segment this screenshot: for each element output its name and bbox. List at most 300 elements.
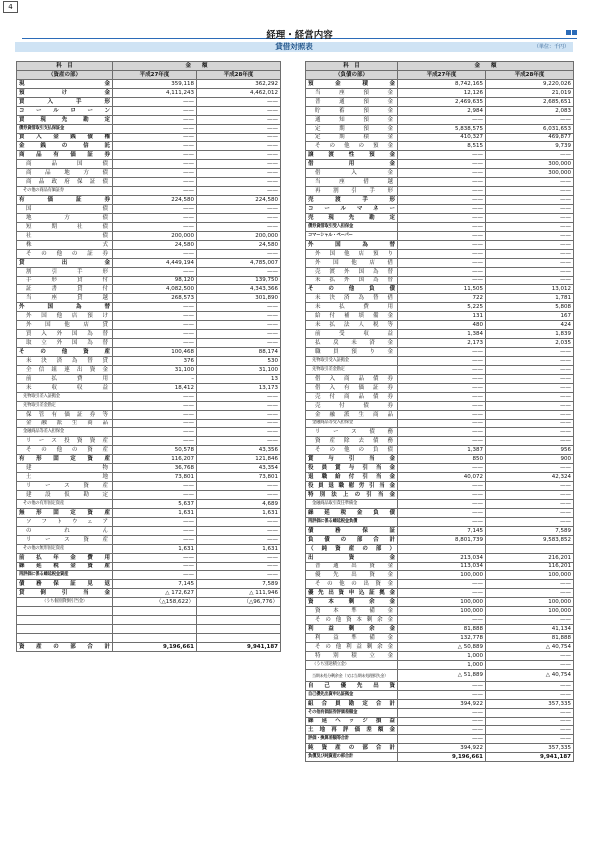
- liabilities-value-y2: ——: [486, 151, 574, 160]
- liabilities-value-y1: 1,384: [398, 330, 486, 339]
- liabilities-value-y2: 7,589: [486, 526, 574, 535]
- liabilities-item-label: 当 座 預 金: [306, 88, 398, 97]
- assets-row: [17, 267, 281, 276]
- assets-item-label: 前 払 費 用: [17, 374, 113, 383]
- liabilities-item-label: 職 員 預 り 金: [306, 348, 398, 357]
- assets-value-y2: ——: [197, 142, 281, 151]
- assets-value-y2: ——: [197, 330, 281, 339]
- liabilities-row: [306, 517, 574, 526]
- assets-value-y2: ——: [197, 187, 281, 196]
- liabilities-value-y1: 131: [398, 312, 486, 321]
- assets-row: [17, 356, 281, 365]
- liabilities-value-y1: 394,922: [398, 744, 486, 753]
- assets-amount-header: 金 額: [113, 62, 281, 71]
- assets-value-y2: [197, 616, 281, 625]
- assets-value-y2: 530: [197, 356, 281, 365]
- assets-value-y2: ——: [197, 160, 281, 169]
- assets-value-y1: [113, 616, 197, 625]
- assets-row: [17, 383, 281, 392]
- liabilities-item-label: 純 資 産 の 部 合 計: [306, 744, 398, 753]
- liabilities-value-y1: 213,034: [398, 553, 486, 562]
- assets-row: [17, 312, 281, 321]
- assets-value-y2: ——: [197, 535, 281, 544]
- liabilities-value-y2: 9,941,187: [486, 753, 574, 762]
- liabilities-row: [306, 348, 574, 357]
- assets-value-y1: ——: [113, 213, 197, 222]
- liabilities-item-label: 利 益 準 備 金: [306, 634, 398, 643]
- assets-row: [17, 464, 281, 473]
- assets-value-y1: 116,207: [113, 455, 197, 464]
- liabilities-value-y1: 2,469,635: [398, 97, 486, 106]
- liabilities-value-y1: 100,000: [398, 598, 486, 607]
- liabilities-value-y2: ——: [486, 717, 574, 726]
- liabilities-item-label: 金融派生商品: [306, 410, 398, 419]
- liabilities-row: [306, 401, 574, 410]
- liabilities-item-label: 定 期 積 金: [306, 133, 398, 142]
- assets-row: [17, 642, 281, 651]
- liabilities-row: [306, 365, 574, 374]
- liabilities-item-label: （うち別途積立金）: [306, 660, 398, 669]
- liabilities-row: [306, 79, 574, 88]
- assets-item-label: コールローン: [17, 106, 113, 115]
- liabilities-row: [306, 699, 574, 708]
- assets-value-y1: ——: [113, 437, 197, 446]
- liabilities-value-y2: ——: [486, 491, 574, 500]
- liabilities-value-y1: ——: [398, 169, 486, 178]
- liabilities-item-label: 資 本 準 備 金: [306, 607, 398, 616]
- liabilities-row: [306, 258, 574, 267]
- assets-row: [17, 258, 281, 267]
- liabilities-row: [306, 717, 574, 726]
- liabilities-item-label: 債券貸借取引受入担保金: [306, 222, 398, 231]
- liabilities-value-y2: ——: [486, 690, 574, 699]
- assets-value-y1: ——: [113, 330, 197, 339]
- liabilities-item-label: 繰 延 税 金 負 債: [306, 508, 398, 517]
- liabilities-value-y2: ——: [486, 708, 574, 717]
- liabilities-value-y2: 2,083: [486, 106, 574, 115]
- page-number: 4: [3, 1, 18, 13]
- liabilities-item-label: 優 先 出 資 金: [306, 571, 398, 580]
- assets-item-label: 買 入 金 銭 債 権: [17, 133, 113, 142]
- assets-row: [17, 294, 281, 303]
- liabilities-item-label: 特 別 積 立 金: [306, 651, 398, 660]
- liabilities-value-y2: 2,035: [486, 339, 574, 348]
- liabilities-value-y1: △ 51,889: [398, 669, 486, 681]
- liabilities-row: [306, 97, 574, 106]
- assets-item-label: 買 現 先 勘 定: [17, 115, 113, 124]
- liabilities-item-header: 科 目: [306, 62, 398, 71]
- liabilities-value-y2: ——: [486, 374, 574, 383]
- liabilities-row: [306, 169, 574, 178]
- assets-row: [17, 178, 281, 187]
- assets-year2-header: 平成28年度: [197, 70, 281, 79]
- assets-value-y2: ——: [197, 205, 281, 214]
- liabilities-row: [306, 312, 574, 321]
- assets-value-y1: ——: [113, 115, 197, 124]
- assets-value-y2: 4,785,007: [197, 258, 281, 267]
- liabilities-item-label: そ の 他 の 預 金: [306, 142, 398, 151]
- liabilities-row: [306, 598, 574, 607]
- liabilities-value-y2: ——: [486, 258, 574, 267]
- assets-value-y1: 4,449,194: [113, 258, 197, 267]
- liabilities-row: [306, 580, 574, 589]
- liabilities-row: [306, 437, 574, 446]
- assets-value-y2: 73,801: [197, 473, 281, 482]
- liabilities-value-y1: ——: [398, 249, 486, 258]
- liabilities-item-label: 借 入 金: [306, 169, 398, 178]
- assets-row: [17, 428, 281, 437]
- liabilities-item-label: 売 付 債 券: [306, 401, 398, 410]
- liabilities-year1-header: 平成27年度: [398, 70, 486, 79]
- assets-row: [17, 401, 281, 410]
- liabilities-item-label: 未払法人税等: [306, 321, 398, 330]
- liabilities-value-y2: 1,839: [486, 330, 574, 339]
- liabilities-row: [306, 464, 574, 473]
- assets-row: [17, 455, 281, 464]
- liabilities-item-label: 借 用 金: [306, 160, 398, 169]
- liabilities-value-y1: 100,000: [398, 607, 486, 616]
- liabilities-row: [306, 205, 574, 214]
- liabilities-item-label: 定 期 預 金: [306, 124, 398, 133]
- assets-value-y2: ——: [197, 249, 281, 258]
- assets-row: [17, 88, 281, 97]
- assets-value-y2: ——: [197, 517, 281, 526]
- assets-item-label: 当 座 貸 越: [17, 294, 113, 303]
- liabilities-value-y1: ——: [398, 690, 486, 699]
- liabilities-row: [306, 178, 574, 187]
- liabilities-row: [306, 491, 574, 500]
- liabilities-value-y2: ——: [486, 616, 574, 625]
- assets-value-y1: [113, 634, 197, 643]
- assets-item-label: 資 産 の 部 合 計: [17, 642, 113, 651]
- liabilities-value-y2: ——: [486, 482, 574, 491]
- assets-row: [17, 303, 281, 312]
- liabilities-value-y2: ——: [486, 365, 574, 374]
- assets-value-y2: ——: [197, 553, 281, 562]
- assets-row: [17, 169, 281, 178]
- liabilities-item-label: その他資本剰余金: [306, 616, 398, 625]
- liabilities-value-y1: 1,000: [398, 660, 486, 669]
- assets-value-y2: 43,356: [197, 446, 281, 455]
- assets-value-y2: ——: [197, 562, 281, 571]
- assets-header-row-1: [17, 62, 281, 71]
- liabilities-value-y2: ——: [486, 499, 574, 508]
- assets-value-y2: 13,173: [197, 383, 281, 392]
- liabilities-item-label: 外 国 為 替: [306, 240, 398, 249]
- liabilities-row: [306, 285, 574, 294]
- liabilities-row: [306, 196, 574, 205]
- liabilities-row: [306, 660, 574, 669]
- liabilities-row: [306, 392, 574, 401]
- assets-row: [17, 205, 281, 214]
- assets-value-y1: ——: [113, 124, 197, 133]
- liabilities-value-y1: ——: [398, 205, 486, 214]
- liabilities-item-label: 退 職 給 付 引 当 金: [306, 473, 398, 482]
- assets-item-label: 割 引 手 形: [17, 267, 113, 276]
- assets-item-label: 金融商品等差入担保金: [17, 428, 113, 437]
- liabilities-row: [306, 562, 574, 571]
- liabilities-value-y1: 1,000: [398, 651, 486, 660]
- liabilities-value-y1: ——: [398, 401, 486, 410]
- liabilities-item-label: 当期未処分剰余金（又は当期未処理損失金）: [306, 669, 398, 681]
- liabilities-item-label: 未決済為替借: [306, 294, 398, 303]
- assets-value-y1: ——: [113, 482, 197, 491]
- liabilities-value-y2: ——: [486, 240, 574, 249]
- liabilities-value-y2: ——: [486, 196, 574, 205]
- assets-item-label: 債 務 保 証 見 返: [17, 580, 113, 589]
- liabilities-value-y2: ——: [486, 276, 574, 285]
- liabilities-value-y1: ——: [398, 258, 486, 267]
- liabilities-item-label: 出 資 金: [306, 553, 398, 562]
- assets-item-label: 再評価に係る繰延税金資産: [17, 571, 113, 580]
- liabilities-item-label: コマーシャル・ペーパー: [306, 231, 398, 240]
- assets-value-y2: 1,631: [197, 544, 281, 553]
- assets-row: [17, 553, 281, 562]
- liabilities-value-y2: ——: [486, 401, 574, 410]
- assets-row: [17, 106, 281, 115]
- liabilities-item-label: 売 現 先 勘 定: [306, 213, 398, 222]
- liabilities-value-y1: ——: [398, 276, 486, 285]
- unit-label: （単位：千円）: [533, 44, 569, 50]
- liabilities-value-y2: △ 40,754: [486, 669, 574, 681]
- assets-value-y2: ——: [197, 267, 281, 276]
- assets-row: [17, 196, 281, 205]
- assets-value-y1: 4,111,243: [113, 88, 197, 97]
- assets-value-y2: 7,589: [197, 580, 281, 589]
- liabilities-item-label: 預 金 積 金: [306, 79, 398, 88]
- assets-value-y1: ——: [113, 312, 197, 321]
- liabilities-item-label: 売付商品債券: [306, 392, 398, 401]
- liabilities-value-y2: ——: [486, 348, 574, 357]
- liabilities-row: [306, 428, 574, 437]
- liabilities-item-label: 外 国 他 店 借: [306, 258, 398, 267]
- assets-value-y1: ——: [113, 517, 197, 526]
- assets-value-y1: ——: [113, 222, 197, 231]
- section-title: 経理・経営内容: [266, 30, 333, 41]
- assets-row: [17, 491, 281, 500]
- assets-item-label: 株 式: [17, 240, 113, 249]
- assets-row: [17, 446, 281, 455]
- liabilities-row: [306, 88, 574, 97]
- assets-value-y2: ——: [197, 410, 281, 419]
- assets-item-label: 有 形 固 定 資 産: [17, 455, 113, 464]
- assets-item-label: （うち個別貸倒引当金）: [17, 598, 113, 607]
- liabilities-item-label: 再評価に係る繰延税金負債: [306, 517, 398, 526]
- assets-item-label: 外 国 他 店 貸: [17, 321, 113, 330]
- liabilities-row: [306, 508, 574, 517]
- liabilities-item-label: 前 受 収 益: [306, 330, 398, 339]
- liabilities-item-label: 繰 延 ヘ ッ ジ 損 益: [306, 717, 398, 726]
- assets-table: [16, 61, 281, 652]
- liabilities-value-y2: 357,335: [486, 744, 574, 753]
- liabilities-header-row-1: [306, 62, 574, 71]
- liabilities-item-label: そ の 他 の 負 債: [306, 446, 398, 455]
- liabilities-value-y2: 100,000: [486, 607, 574, 616]
- liabilities-row: [306, 544, 574, 553]
- liabilities-value-y1: △ 50,889: [398, 642, 486, 651]
- liabilities-row: [306, 553, 574, 562]
- assets-value-y1: ——: [113, 160, 197, 169]
- liabilities-row: [306, 160, 574, 169]
- liabilities-value-y1: ——: [398, 726, 486, 735]
- liabilities-row: [306, 753, 574, 762]
- assets-item-label: の れ ん: [17, 526, 113, 535]
- assets-value-y1: 18,412: [113, 383, 197, 392]
- assets-row: [17, 392, 281, 401]
- assets-value-y2: ——: [197, 106, 281, 115]
- assets-item-label: 貸 出 金: [17, 258, 113, 267]
- assets-value-y2: 13: [197, 374, 281, 383]
- liabilities-item-label: 先物取引受入証拠金: [306, 356, 398, 365]
- assets-row: [17, 517, 281, 526]
- liabilities-value-y2: 956: [486, 446, 574, 455]
- assets-row: [17, 374, 281, 383]
- liabilities-value-y1: 8,515: [398, 142, 486, 151]
- assets-value-y1: （△158,622）: [113, 598, 197, 607]
- liabilities-value-y1: ——: [398, 410, 486, 419]
- assets-row: [17, 240, 281, 249]
- assets-value-y2: 121,846: [197, 455, 281, 464]
- liabilities-value-y2: 5,808: [486, 303, 574, 312]
- assets-row: [17, 625, 281, 634]
- liabilities-item-label: 通 知 預 金: [306, 115, 398, 124]
- liabilities-value-y2: 1,781: [486, 294, 574, 303]
- liabilities-value-y1: ——: [398, 374, 486, 383]
- liabilities-value-y1: ——: [398, 437, 486, 446]
- assets-row: [17, 249, 281, 258]
- liabilities-value-y1: ——: [398, 160, 486, 169]
- liabilities-value-y1: ——: [398, 681, 486, 690]
- liabilities-value-y1: ——: [398, 365, 486, 374]
- assets-value-y1: ——: [113, 535, 197, 544]
- liabilities-row: [306, 499, 574, 508]
- liabilities-value-y2: ——: [486, 464, 574, 473]
- assets-row: [17, 330, 281, 339]
- assets-value-y2: ——: [197, 213, 281, 222]
- liabilities-row: [306, 726, 574, 735]
- assets-value-y1: 24,580: [113, 240, 197, 249]
- liabilities-value-y2: 357,335: [486, 699, 574, 708]
- assets-value-y1: ——: [113, 339, 197, 348]
- liabilities-row: [306, 374, 574, 383]
- liabilities-value-y1: ——: [398, 517, 486, 526]
- liabilities-row: [306, 231, 574, 240]
- assets-value-y2: 4,343,366: [197, 285, 281, 294]
- liabilities-item-label: 金融商品等受入担保金: [306, 419, 398, 428]
- assets-value-y1: 7,145: [113, 580, 197, 589]
- assets-row: [17, 473, 281, 482]
- liabilities-row: [306, 303, 574, 312]
- liabilities-item-label: 自己優先出資申込証拠金: [306, 690, 398, 699]
- assets-item-label: その他の有形固定資産: [17, 499, 113, 508]
- liabilities-row: [306, 735, 574, 744]
- liabilities-value-y2: 469,877: [486, 133, 574, 142]
- liabilities-value-y2: ——: [486, 115, 574, 124]
- liabilities-value-y1: 410,327: [398, 133, 486, 142]
- liabilities-row: [306, 634, 574, 643]
- liabilities-value-y2: 100,000: [486, 571, 574, 580]
- liabilities-value-y1: 7,145: [398, 526, 486, 535]
- liabilities-value-y1: ——: [398, 222, 486, 231]
- liabilities-row: [306, 133, 574, 142]
- assets-value-y2: 301,890: [197, 294, 281, 303]
- assets-item-label: そ の 他 資 産: [17, 348, 113, 357]
- assets-value-y1: 1,631: [113, 508, 197, 517]
- assets-row: [17, 410, 281, 419]
- assets-value-y1: 268,573: [113, 294, 197, 303]
- assets-item-label: 商 品 有 価 証 券: [17, 151, 113, 160]
- assets-value-y2: ——: [197, 491, 281, 500]
- liabilities-value-y2: ——: [486, 356, 574, 365]
- assets-value-y2: 1,631: [197, 508, 281, 517]
- assets-value-y1: ——: [113, 205, 197, 214]
- assets-value-y2: 139,750: [197, 276, 281, 285]
- liabilities-table: [305, 61, 574, 762]
- assets-item-label: 短 期 社 債: [17, 222, 113, 231]
- liabilities-row: [306, 419, 574, 428]
- liabilities-value-y1: ——: [398, 491, 486, 500]
- assets-value-y1: 359,118: [113, 79, 197, 88]
- assets-value-y1: 224,580: [113, 196, 197, 205]
- assets-value-y2: 224,580: [197, 196, 281, 205]
- assets-item-label: [17, 607, 113, 616]
- assets-row: [17, 276, 281, 285]
- assets-value-y2: ——: [197, 526, 281, 535]
- liabilities-item-label: 自 己 優 先 出 資: [306, 681, 398, 690]
- liabilities-item-label: コールマネー: [306, 205, 398, 214]
- assets-value-y1: ——: [113, 142, 197, 151]
- assets-value-y2: （△96,776）: [197, 598, 281, 607]
- assets-item-label: 外国他店預け: [17, 312, 113, 321]
- liabilities-value-y2: ——: [486, 660, 574, 669]
- assets-row: [17, 526, 281, 535]
- liabilities-value-y2: ——: [486, 267, 574, 276]
- assets-value-y2: [197, 625, 281, 634]
- liabilities-item-label: その他有価証券評価差額金: [306, 708, 398, 717]
- liabilities-item-label: 資産除去債務: [306, 437, 398, 446]
- assets-item-label: 商 品 地 方 債: [17, 169, 113, 178]
- liabilities-row: [306, 607, 574, 616]
- liabilities-value-y1: 113,034: [398, 562, 486, 571]
- assets-item-label: その他の証券: [17, 249, 113, 258]
- assets-item-label: 土 地: [17, 473, 113, 482]
- liabilities-row: [306, 589, 574, 598]
- assets-row: [17, 607, 281, 616]
- liabilities-row: [306, 240, 574, 249]
- assets-value-y1: ——: [113, 491, 197, 500]
- assets-value-y1: –: [113, 374, 197, 383]
- liabilities-item-label: 負債及び純資産の部合計: [306, 753, 398, 762]
- liabilities-value-y2: ——: [486, 419, 574, 428]
- liabilities-item-label: 金融商品取引責任準備金: [306, 499, 398, 508]
- liabilities-value-y2: 900: [486, 455, 574, 464]
- assets-row: [17, 160, 281, 169]
- liabilities-value-y1: ——: [398, 589, 486, 598]
- liabilities-row: [306, 669, 574, 681]
- liabilities-item-label: 売渡外国為替: [306, 267, 398, 276]
- assets-value-y2: 31,100: [197, 365, 281, 374]
- liabilities-value-y1: [398, 544, 486, 553]
- liabilities-row: [306, 642, 574, 651]
- liabilities-row: [306, 446, 574, 455]
- assets-value-y2: ——: [197, 571, 281, 580]
- assets-value-y2: [197, 634, 281, 643]
- assets-value-y2: ——: [197, 124, 281, 133]
- liabilities-value-y2: ——: [486, 383, 574, 392]
- assets-row: [17, 508, 281, 517]
- assets-row: [17, 580, 281, 589]
- assets-row: [17, 213, 281, 222]
